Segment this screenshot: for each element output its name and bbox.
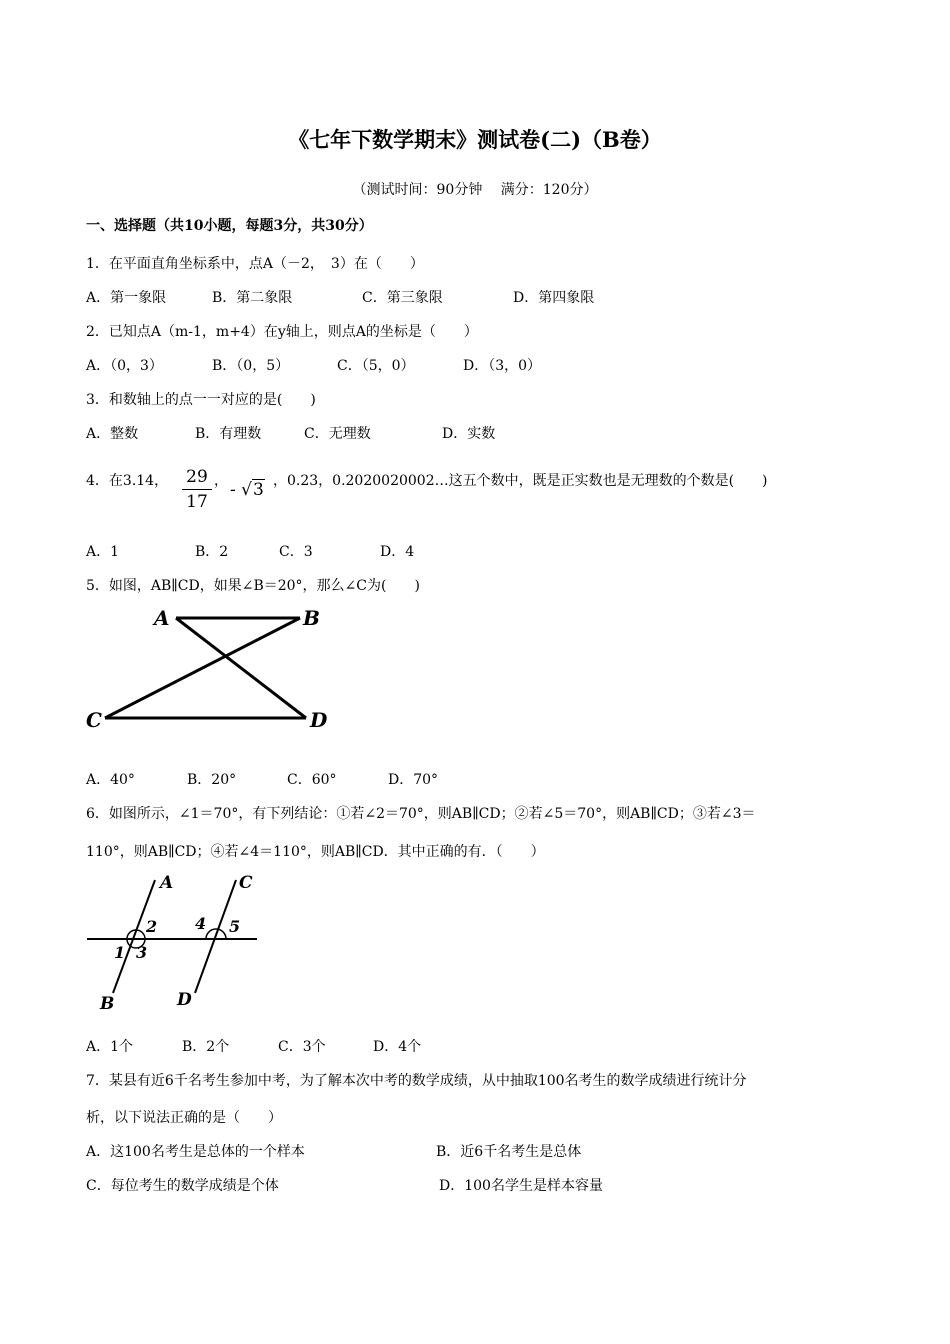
- question-6-line-1: 6．如图所示，∠1＝70°，有下列结论：①若∠2＝70°，则AB∥CD；②若∠5＝70°，则AB∥CD；③若∠3＝: [86, 806, 756, 822]
- q5-option-d: D．70°: [388, 772, 439, 788]
- q4-option-d: D．4: [380, 544, 415, 560]
- radicand: 3: [253, 480, 264, 500]
- figure-q5: [80, 600, 340, 740]
- line-cd: [195, 880, 236, 993]
- section-heading: 一、选择题（共10小题，每题3分，共30分）: [86, 218, 373, 234]
- label-b: B: [303, 606, 320, 630]
- q7-option-c: C．每位考生的数学成绩是个体: [86, 1178, 279, 1194]
- q2-option-d: D．（3，0）: [463, 358, 542, 374]
- q2-option-b: B．（0，5）: [212, 358, 290, 374]
- fraction-denominator: 17: [186, 492, 208, 512]
- q3-option-c: C．无理数: [304, 426, 371, 442]
- figure-q6: [80, 865, 280, 1015]
- q1-option-a: A．第一象限: [86, 290, 167, 306]
- question-4-prefix: 4．在3.14，: [86, 473, 169, 489]
- fraction-numerator: 29: [186, 467, 208, 487]
- question-3: 3．和数轴上的点一一对应的是( ): [86, 392, 316, 408]
- label-c: C: [86, 708, 102, 732]
- page-title: 《七年下数学期末》测试卷(二)（B卷）: [288, 127, 662, 152]
- question-1: 1．在平面直角坐标系中，点A（－2， 3）在（ ）: [86, 256, 424, 272]
- angle-label-5: 5: [229, 917, 241, 936]
- question-7-line-1: 7．某县有近6千名考生参加中考，为了解本次中考的数学成绩，从中抽取100名考生的数学成绩进行统计分: [86, 1073, 747, 1089]
- q6-option-c: C．3个: [278, 1039, 326, 1055]
- sqrt-icon: √: [241, 480, 252, 500]
- q6-option-d: D．4个: [373, 1039, 422, 1055]
- q7-option-d: D．100名学生是样本容量: [439, 1178, 603, 1194]
- label-b: B: [100, 994, 115, 1014]
- line-ab: [113, 880, 158, 993]
- q4-option-c: C．3: [279, 544, 313, 560]
- negative-sqrt-3: [230, 480, 265, 500]
- q5-option-a: A．40°: [86, 772, 135, 788]
- q5-option-b: B．20°: [187, 772, 237, 788]
- exam-info: （测试时间：90分钟 满分：120分）: [352, 182, 598, 198]
- q1-option-d: D．第四象限: [513, 290, 595, 306]
- question-6-line-2: 110°，则AB∥CD；④若∠4＝110°，则AB∥CD．其中正确的有．（ ）: [86, 844, 545, 860]
- label-a: A: [160, 873, 174, 893]
- fraction-29-17: [182, 466, 212, 513]
- label-c: C: [239, 873, 253, 893]
- q6-option-a: A．1个: [86, 1039, 134, 1055]
- label-d: D: [177, 990, 192, 1010]
- question-2: 2．已知点A（m-1，m+4）在y轴上，则点A的坐标是（ ）: [86, 324, 478, 340]
- q2-option-c: C．（5，0）: [337, 358, 415, 374]
- question-5: 5．如图，AB∥CD，如果∠B＝20°，那么∠C为( ): [86, 578, 420, 594]
- segment-ad: [176, 618, 306, 718]
- fraction-bar: [182, 489, 212, 490]
- angle-label-2: 2: [146, 917, 158, 936]
- q1-option-c: C．第三象限: [362, 290, 443, 306]
- angle-label-4: 4: [195, 914, 207, 933]
- question-4-comma: ，: [214, 473, 228, 489]
- q3-option-b: B．有理数: [195, 426, 262, 442]
- q7-option-a: A．这100名考生是总体的一个样本: [86, 1144, 305, 1160]
- angle-label-3: 3: [136, 943, 148, 962]
- q1-option-b: B．第二象限: [212, 290, 293, 306]
- question-7-line-2: 析，以下说法正确的是（ ）: [86, 1110, 282, 1126]
- label-d: D: [310, 708, 328, 732]
- q4-option-b: B．2: [195, 544, 229, 560]
- question-4-rest: ，0.23，0.2020020002…这五个数中，既是正实数也是无理数的个数是( ): [273, 473, 768, 489]
- q4-option-a: A．1: [86, 544, 120, 560]
- q5-option-c: C．60°: [287, 772, 337, 788]
- q3-option-d: D．实数: [442, 426, 496, 442]
- q3-option-a: A．整数: [86, 426, 139, 442]
- q6-option-b: B．2个: [182, 1039, 230, 1055]
- angle-label-1: 1: [114, 943, 126, 962]
- q7-option-b: B．近6千名考生是总体: [436, 1144, 582, 1160]
- segment-bc: [105, 618, 300, 718]
- label-a: A: [154, 606, 170, 630]
- q2-option-a: A．（0，3）: [86, 358, 163, 374]
- minus-sign: -: [230, 480, 236, 500]
